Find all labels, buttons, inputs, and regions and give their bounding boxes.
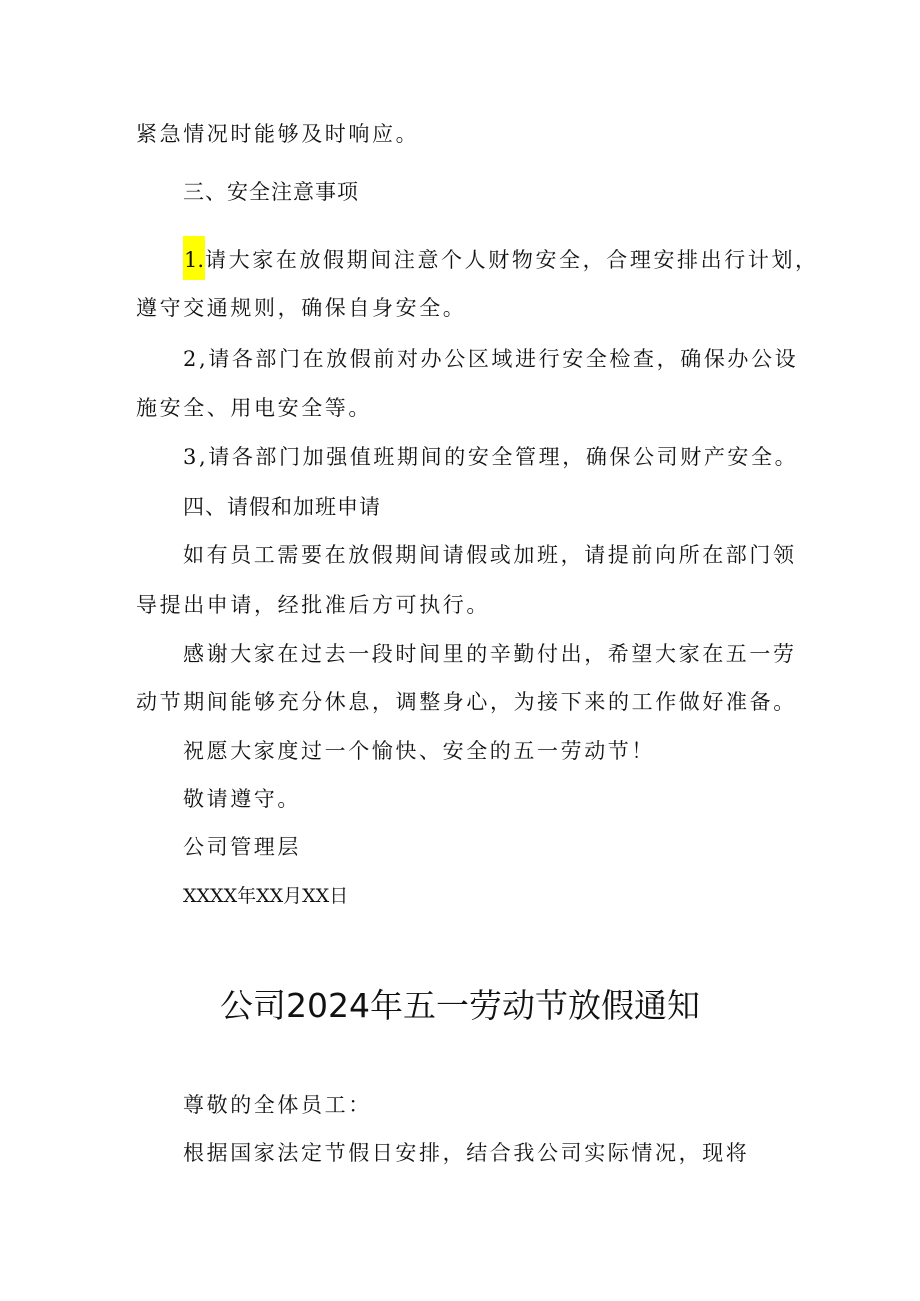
thanks-paragraph-line-1: 感谢大家在过去一段时间里的辛勤付出，希望大家在五一劳 [183, 642, 797, 666]
signature: 公司管理层 [183, 835, 301, 859]
safety-item-1-text: 请大家在放假期间注意个人财物安全，合理安排出行计划， [205, 248, 819, 272]
notice-title: 公司2024年五一劳动节放假通知 [220, 986, 700, 1025]
section-heading-safety: 三、安全注意事项 [183, 180, 359, 204]
greeting-line: 尊敬的全体员工： [183, 1093, 372, 1117]
safety-item-1-line-1 [183, 246, 819, 280]
continued-paragraph-line: 紧急情况时能够及时响应。 [136, 122, 420, 146]
safety-item-2-line-2: 施安全、用电安全等。 [136, 396, 372, 420]
safety-item-2-line-1: 2,请各部门在放假前对办公区域进行安全检查，确保办公设 [183, 347, 799, 371]
closing-line: 敬请遵守。 [183, 787, 301, 811]
leave-paragraph-line-1: 如有员工需要在放假期间请假或加班，请提前向所在部门领 [183, 543, 797, 567]
safety-item-3-line-1: 3,请各部门加强值班期间的安全管理，确保公司财产安全。 [183, 445, 799, 469]
safety-item-1-line-2: 遵守交通规则，确保自身安全。 [136, 296, 467, 320]
date-line: XXXX年XX月XX日 [183, 885, 349, 907]
wish-line: 祝愿大家度过一个愉快、安全的五一劳动节！ [183, 739, 655, 763]
section-heading-leave: 四、请假和加班申请 [183, 495, 381, 519]
highlighted-item-number: 1. [183, 236, 205, 280]
thanks-paragraph-line-2: 动节期间能够充分休息，调整身心，为接下来的工作做好准备。 [136, 690, 797, 714]
leave-paragraph-line-2: 导提出申请，经批准后方可执行。 [136, 593, 490, 617]
intro-line: 根据国家法定节假日安排，结合我公司实际情况，现将 [183, 1141, 750, 1165]
